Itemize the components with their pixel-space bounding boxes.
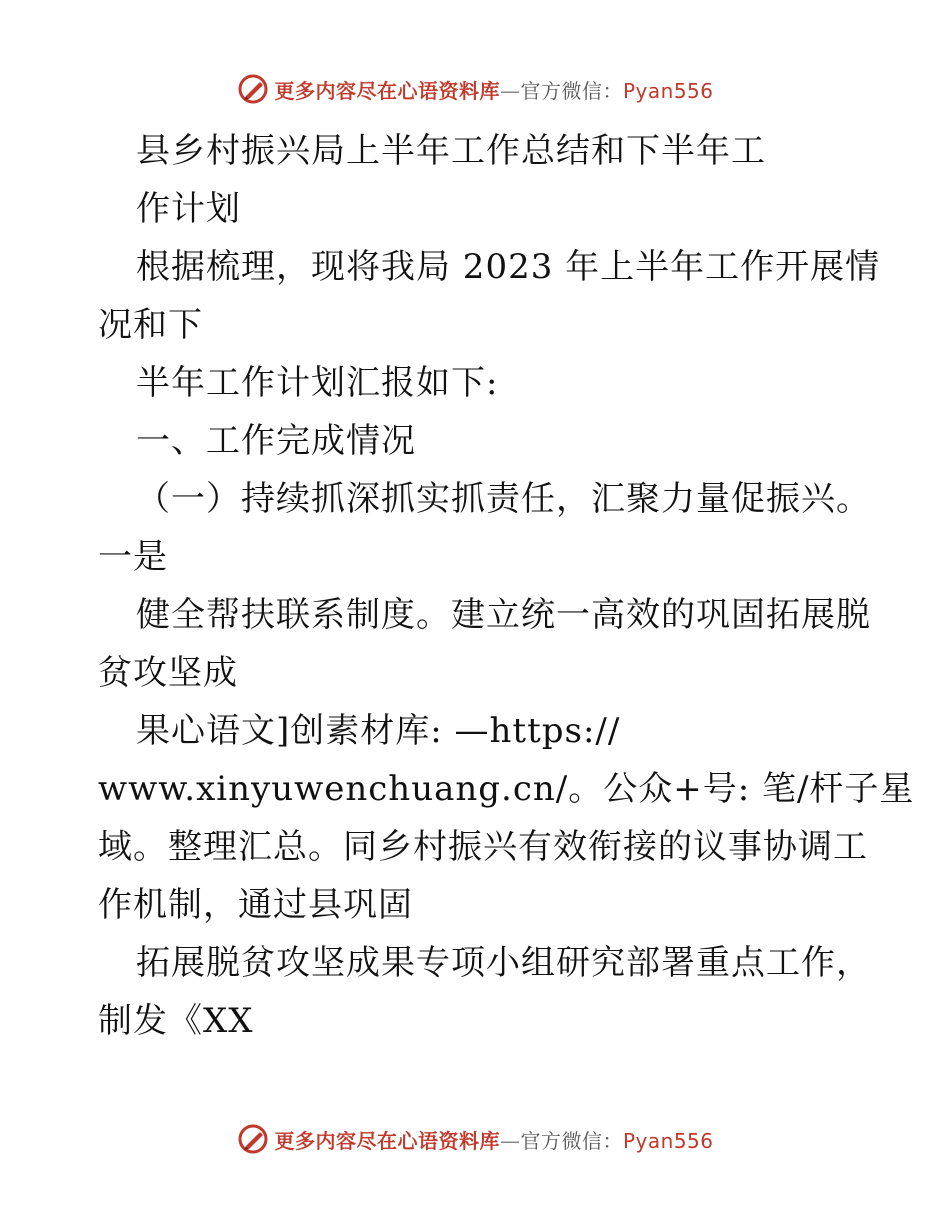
body-line: 作计划 — [136, 189, 241, 229]
body-line: 半年工作计划汇报如下: — [136, 363, 499, 403]
section-heading: 一、工作完成情况 — [136, 421, 416, 461]
body-line: 县乡村振兴局上半年工作总结和下半年工 — [136, 131, 766, 171]
pen-logo-icon — [236, 1122, 270, 1156]
watermark-account: Pyan556 — [622, 1128, 714, 1153]
footer-watermark — [0, 1122, 950, 1156]
body-line: 根据梳理，现将我局 2023 年上半年工作开展情 — [136, 247, 881, 287]
pen-logo-icon — [236, 72, 270, 106]
watermark-dash: — — [499, 78, 521, 103]
watermark-brand: 更多内容尽在心语资料库 — [274, 1128, 500, 1153]
body-line: www.xinyuwenchuang.cn/。公众+号: 笔/杆子星 — [98, 769, 915, 809]
watermark-account: Pyan556 — [622, 78, 714, 103]
body-line: 果心语文]创素材库: —https:// — [136, 711, 621, 751]
watermark-brand: 更多内容尽在心语资料库 — [274, 78, 500, 103]
watermark-official: 官方微信： — [520, 1128, 623, 1153]
watermark-official: 官方微信： — [520, 78, 623, 103]
body-line: 域。整理汇总。同乡村振兴有效衔接的议事协调工 — [98, 827, 868, 867]
header-watermark — [0, 72, 950, 106]
body-line: 一是 — [98, 537, 168, 577]
body-line: 拓展脱贫攻坚成果专项小组研究部署重点工作， — [136, 943, 871, 983]
watermark-dash: — — [499, 1128, 521, 1153]
watermark-text — [274, 75, 713, 104]
body-line: 贫攻坚成 — [98, 653, 238, 693]
body-line: 作机制，通过县巩固 — [98, 885, 413, 925]
body-line: 况和下 — [98, 305, 203, 345]
document-body — [98, 122, 915, 1050]
subsection-heading: （一）持续抓深抓实抓责任，汇聚力量促振兴。 — [136, 479, 871, 519]
body-line: 制发《XX — [98, 1001, 254, 1041]
watermark-text — [274, 1125, 713, 1154]
body-line: 健全帮扶联系制度。建立统一高效的巩固拓展脱 — [136, 595, 871, 635]
